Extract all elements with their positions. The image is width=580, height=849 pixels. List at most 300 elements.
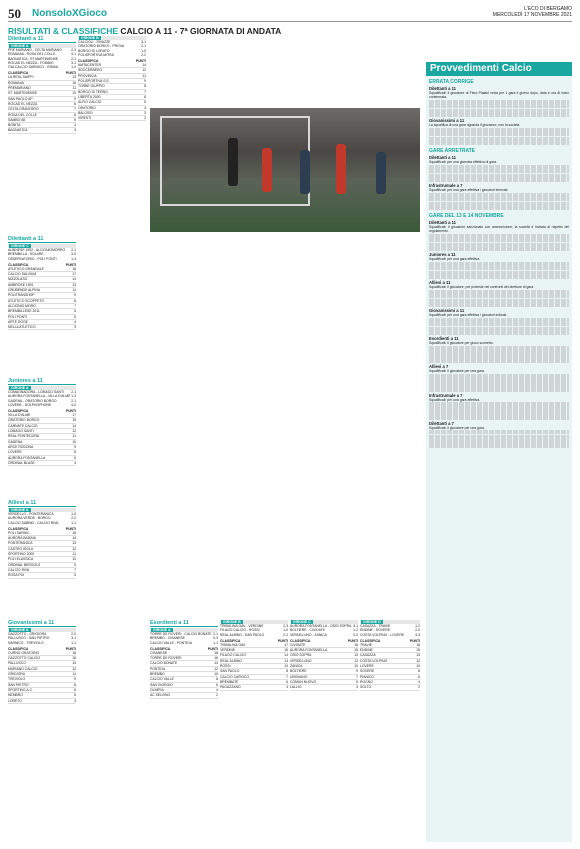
team-points: 5: [144, 100, 146, 105]
text-line-filler: [429, 193, 569, 197]
match-teams: CASAZZA - TRAVIE: [360, 624, 391, 628]
table-row: [8, 128, 76, 133]
text-line-filler: [429, 178, 569, 182]
team-points: 6: [216, 682, 218, 687]
team-name: SAN PIETRO: [8, 682, 29, 687]
team-points: 3: [74, 698, 76, 703]
group-name: GIRONE A: [11, 44, 29, 48]
sidebar-paragraph: Squalificati: il giocatore per gioco scorretto.: [429, 341, 494, 346]
team-name: SPORTING A.C.: [8, 687, 33, 692]
team-points: 4: [286, 685, 288, 690]
col-classifica: CLASSIFICA: [8, 526, 29, 531]
match-teams: ROMANIA - ROSA DEL COLLE: [8, 52, 56, 57]
col-classifica: CLASSIFICA: [290, 638, 311, 643]
col-classifica: CLASSIFICA: [360, 638, 381, 643]
team-points: 4: [74, 460, 76, 465]
sidebar-paragraph: Squalificati: il giocatore per una gara.: [429, 369, 485, 374]
team-name: ORATORIO BORGO: [8, 418, 40, 423]
team-points: 14: [72, 536, 76, 541]
text-line-filler: [429, 113, 569, 117]
team-name: POLI SARNIC: [8, 530, 30, 535]
match-score: 4-0: [71, 402, 76, 407]
text-line-filler: [429, 275, 569, 279]
page-number: 50: [8, 6, 21, 21]
match-score: 2-2: [283, 632, 288, 637]
team-name: GADENA: [8, 439, 23, 444]
team-name: AURORA FONTANELLA: [290, 648, 328, 653]
match-score: 3-1: [353, 624, 358, 628]
sidebar-paragraph: Squalificati: il giocatore per una gara.: [429, 425, 485, 430]
match-teams: BAGNATICA - ST.MARTINIENSE: [8, 56, 59, 61]
text-line-filler: [429, 322, 569, 326]
team-name: CIVIDATE: [290, 642, 306, 647]
team-points: 12: [72, 429, 76, 434]
result-line: [220, 633, 288, 637]
text-line-filler: [429, 350, 569, 354]
team-name: AMBROSE 1991: [8, 282, 34, 287]
match-teams: AURORA FONTANELLA - OSIO SOPRA: [290, 624, 352, 628]
col-punti: PUNTI: [409, 638, 420, 643]
match-score: 3-0: [71, 252, 76, 257]
team-points: 7: [144, 89, 146, 94]
player-figure: [262, 148, 272, 192]
text-line-filler: [429, 383, 569, 387]
table-row: [220, 685, 288, 690]
match-teams: GADENA - ORATORIO BORGO: [8, 398, 57, 403]
team-name: BOLTIERE: [290, 669, 307, 674]
team-name: BREMBO: [150, 672, 165, 677]
sidebar-subheading: Dilettanti a 11: [429, 220, 456, 226]
team-points: 16: [214, 656, 218, 661]
team-points: 4: [216, 687, 218, 692]
team-points: 18: [416, 642, 420, 647]
match-score: 1-0: [141, 48, 146, 53]
col-punti: PUNTI: [65, 409, 76, 414]
team-points: 10: [72, 557, 76, 562]
team-points: 12: [214, 666, 218, 671]
team-points: 14: [72, 423, 76, 428]
team-points: 11: [72, 86, 76, 91]
col-punti: PUNTI: [277, 638, 288, 643]
sidebar-paragraph: La squalifica di una gara riguarda il giocatore, non la società.: [429, 123, 521, 128]
team-name: CALCIO BONATE: [150, 661, 178, 666]
sidebar-section-heading: GARE ARRETRATE: [429, 148, 476, 155]
match-score: 1-1: [213, 640, 218, 645]
team-points: 18: [72, 650, 76, 655]
result-line: [8, 641, 76, 645]
team-name: ARCE RODONA: [8, 444, 34, 449]
match-teams: ROCAD EL NEZZA - FOMBIO: [8, 60, 54, 65]
block-title: Giovanissimi a 11: [8, 620, 76, 627]
match-teams: BREMBO - CISANESE: [150, 636, 185, 641]
match-score: 1-3: [71, 394, 76, 399]
team-points: 5: [74, 117, 76, 122]
team-points: 17: [72, 413, 76, 418]
match-teams: GAZZOTTO - GRIGIORA: [8, 632, 47, 636]
match-score: 2-1: [213, 632, 218, 636]
standings-block: [360, 620, 420, 691]
team-name: BREMBILLESE 2011: [8, 309, 40, 314]
col-classifica: CLASSIFICA: [8, 71, 29, 76]
block-title: Dilettanti a 11: [8, 36, 76, 43]
table-row: [8, 699, 76, 704]
match-score: 2-2: [71, 516, 76, 521]
table-row: [8, 325, 76, 330]
match-score: 2-1: [71, 56, 76, 61]
team-name: ORATORIO: [78, 105, 96, 110]
group-name: GIRONE C: [293, 620, 311, 624]
team-name: SAN GIORGIO: [150, 682, 173, 687]
team-points: 11: [72, 434, 76, 439]
team-points: 8: [74, 101, 76, 106]
table-row: [360, 685, 420, 690]
team-points: 13: [72, 541, 76, 546]
team-points: 15: [284, 648, 288, 653]
team-name: TRIBULINA GAV: [220, 642, 246, 647]
text-line-filler: [429, 202, 569, 206]
text-line-filler: [429, 137, 569, 141]
match-score: 2-0: [415, 628, 420, 633]
match-score: 2-1: [141, 44, 146, 49]
standings-block: [290, 620, 358, 691]
team-name: CALCIO VALLE: [150, 677, 174, 682]
standings-block: [8, 500, 76, 579]
team-name: CISANESE: [150, 650, 168, 655]
team-points: 12: [354, 658, 358, 663]
team-points: 5: [74, 573, 76, 578]
col-classifica: CLASSIFICA: [150, 646, 171, 651]
group-name: GIRONE A: [153, 628, 171, 632]
team-points: 4: [74, 123, 76, 128]
sidebar-subheading: Allievi a 11: [429, 280, 451, 286]
result-line: [78, 53, 146, 57]
match-teams: FILAGO CALCIO - ROSSI: [220, 628, 260, 633]
sidebar-provvedimenti: [426, 62, 572, 842]
team-name: ALCIONIO MORO: [8, 303, 36, 308]
text-line-filler: [429, 318, 569, 322]
team-name: NELLA ATLETICO: [8, 325, 36, 330]
team-name: LIBERTÀ 2000: [78, 94, 101, 99]
match-score: 1-1: [71, 520, 76, 525]
result-line: [8, 521, 76, 525]
col-classifica: CLASSIFICA: [8, 409, 29, 414]
team-points: 8: [74, 682, 76, 687]
col-punti: PUNTI: [65, 646, 76, 651]
team-points: 5: [74, 314, 76, 319]
team-points: 10: [72, 91, 76, 96]
match-score: 2-3: [71, 48, 76, 52]
team-points: 16: [354, 642, 358, 647]
team-name: ZANICA: [290, 664, 303, 669]
text-line-filler: [429, 359, 569, 363]
text-line-filler: [429, 378, 569, 382]
match-teams: ENDINE - SOVERE: [360, 628, 390, 633]
text-line-filler: [429, 206, 569, 210]
group-name: GIRONE A: [11, 386, 29, 390]
team-name: VERDELLINO: [290, 658, 312, 663]
text-line-filler: [429, 299, 569, 303]
team-points: 6: [74, 112, 76, 117]
group-name: GIRONE A: [11, 508, 29, 512]
match-teams: LOVERE - DOLPHOPHONE: [8, 402, 52, 407]
team-points: 9: [74, 96, 76, 101]
team-name: AC SELVINO: [150, 693, 171, 698]
col-classifica: CLASSIFICA: [220, 638, 241, 643]
team-points: 13: [416, 653, 420, 658]
team-name: ROMANIA: [8, 80, 24, 85]
team-name: CALCIO CARVICO: [220, 674, 249, 679]
text-line-filler: [429, 303, 569, 307]
sidebar-body: [426, 79, 572, 448]
sidebar-subheading: Esordienti a 11: [429, 336, 459, 342]
team-points: 6: [74, 309, 76, 314]
team-name: CALCIO SALVIUM: [8, 272, 37, 277]
match-teams: CALCIO VALLE - PONTIDA: [150, 640, 192, 645]
team-name: PIANICO: [360, 674, 374, 679]
team-name: PONTIDA: [150, 666, 166, 671]
team-name: POLI ELASSICA: [8, 557, 34, 562]
sidebar-subheading: Infrastrumale a 7: [429, 392, 463, 398]
sidebar-subheading: Dilettanti a 11: [429, 155, 456, 161]
sidebar-paragraph: Squalificati: il giocatore sanzionato con ammonizione; la società è invitata al rispetto del regolamento.: [429, 225, 569, 234]
team-name: GAZZOTTO CALCIO: [8, 656, 40, 661]
match-score: 2-2: [141, 52, 146, 57]
match-score: 3-1: [71, 636, 76, 641]
col-punti: PUNTI: [135, 59, 146, 64]
team-name: CASTRO ISOLA: [8, 546, 34, 551]
team-points: 13: [354, 653, 358, 658]
result-line: [150, 641, 218, 645]
paper-date: MERCOLEDÌ 17 NOVEMBRE 2021: [492, 12, 572, 18]
team-name: LOVERE: [360, 664, 374, 669]
text-line-filler: [429, 174, 569, 178]
match-teams: CALCIOLI - RIVAZZE: [78, 40, 111, 44]
text-line-filler: [429, 238, 569, 242]
match-photo: [150, 108, 420, 232]
team-points: 11: [72, 552, 76, 557]
sidebar-section-heading: ERRATA CORRIGE: [429, 79, 474, 85]
team-name: CASAZZA: [360, 653, 376, 658]
team-points: 12: [416, 658, 420, 663]
match-score: 1-4: [71, 256, 76, 261]
page-headline: [8, 26, 420, 36]
team-points: 11: [72, 288, 76, 293]
text-line-filler: [429, 411, 569, 415]
standings-block: [8, 620, 76, 704]
sidebar-subheading: Giovanissimi a 11: [429, 118, 465, 124]
team-name: AURORA BADINA: [8, 536, 36, 541]
section-title: NonsoloXGioco: [32, 8, 107, 19]
team-name: CELTA GRAVEGRO: [8, 107, 39, 112]
team-name: SOCCERBERG: [78, 68, 103, 73]
text-line-filler: [429, 128, 569, 132]
text-line-filler: [429, 234, 569, 238]
team-name: LALLIO: [290, 685, 302, 690]
standings-block: [8, 236, 76, 330]
table-row: [78, 116, 146, 121]
masthead: [8, 6, 572, 22]
team-name: ATLETICO GRANDALE: [8, 266, 44, 271]
standings-block: [78, 36, 146, 121]
team-name: PROVINCIA: [78, 73, 97, 78]
team-name: GRUBENDE ALPINA: [8, 288, 41, 293]
team-name: SAN PAOLO: [220, 669, 240, 674]
text-line-filler: [429, 402, 569, 406]
match-teams: ALBINESE 1992 - ALCIONIOMORRO: [8, 248, 66, 252]
sidebar-paragraph: Squalificati: per una gara effettiva i giocatori elencati.: [429, 188, 509, 193]
team-name: ROSA PIÙ: [8, 573, 25, 578]
team-points: 3: [74, 128, 76, 133]
text-line-filler: [429, 165, 569, 169]
team-name: CURNO ORATORIO: [8, 650, 40, 655]
team-points: 9: [144, 79, 146, 84]
team-name: ROSSI: [220, 664, 231, 669]
team-points: 18: [72, 266, 76, 271]
team-points: 3: [356, 685, 358, 690]
text-line-filler: [429, 355, 569, 359]
team-points: 10: [72, 439, 76, 444]
text-line-filler: [429, 141, 569, 145]
team-name: COSTA VOLPINO: [360, 658, 388, 663]
team-name: LOVERE: [8, 450, 22, 455]
team-points: 7: [74, 567, 76, 572]
team-name: AMTACENTER: [78, 63, 102, 68]
team-points: 2: [418, 685, 420, 690]
team-points: 5: [356, 679, 358, 684]
group-name: GIRONE D: [363, 620, 381, 624]
group-name: GIRONE C: [11, 244, 29, 248]
match-score: 1-2: [415, 624, 420, 628]
team-name: POLITRANSHOP: [8, 293, 35, 298]
team-points: 8: [286, 669, 288, 674]
match-teams: PRE MARIANO - CELTA MARIANO: [8, 48, 62, 52]
team-name: PAGAZZANO: [220, 685, 241, 690]
team-name: ENDINE: [360, 648, 373, 653]
team-name: CALCIO RIVA: [8, 567, 30, 572]
match-score: 0-3: [213, 636, 218, 641]
sidebar-paragraph: Squalificati: per una gara effettiva.: [429, 397, 481, 402]
team-points: 8: [144, 84, 146, 89]
match-teams: CALCIO SABBIO - CALCIO RIVA: [8, 520, 59, 525]
match-teams: COMAGNADORA - LOMAGO SANTI: [8, 390, 64, 394]
match-score: 1-0: [71, 65, 76, 70]
team-name: VERDINE: [220, 648, 236, 653]
team-name: ROSA DEL COLLE: [8, 112, 37, 117]
group-name: GIRONE B: [81, 36, 99, 40]
team-name: BREMBATE: [220, 679, 239, 684]
team-points: 8: [74, 450, 76, 455]
team-name: BALOSSI: [78, 110, 93, 115]
match-score: 2-1: [71, 248, 76, 252]
team-name: ATLETICO SCOPPETO: [8, 298, 45, 303]
team-name: VIRESTI: [78, 116, 92, 121]
sidebar-paragraph: Squalificati: per una gara effettiva i giocatori indicati.: [429, 313, 508, 318]
team-name: SOLTO: [360, 685, 372, 690]
team-name: BONITA: [8, 123, 21, 128]
team-points: 5: [74, 693, 76, 698]
team-points: 11: [72, 672, 76, 677]
player-figure: [376, 152, 386, 194]
team-points: 2: [216, 693, 218, 698]
match-score: 3-3: [415, 632, 420, 637]
text-line-filler: [429, 100, 569, 104]
text-line-filler: [429, 197, 569, 201]
team-name: NIZZOLASO: [8, 277, 28, 282]
match-score: 3-1: [141, 40, 146, 44]
team-points: 15: [416, 648, 420, 653]
team-points: 12: [142, 68, 146, 73]
team-name: LA RESL SAIPPI: [8, 75, 34, 80]
team-name: OSIO SOPRA: [290, 653, 312, 658]
match-score: 2-0: [71, 632, 76, 636]
text-line-filler: [429, 435, 569, 439]
team-name: BAGNATICA: [8, 128, 28, 133]
team-points: 7: [356, 674, 358, 679]
col-punti: PUNTI: [65, 526, 76, 531]
table-row: [8, 461, 76, 466]
text-line-filler: [429, 387, 569, 391]
table-row: [150, 693, 218, 698]
team-name: ROGNO: [360, 679, 373, 684]
team-name: ORDINAL BLASE: [8, 460, 35, 465]
player-figure: [228, 138, 238, 186]
paper-name: L'ECO DI BERGAMO: [524, 6, 572, 12]
team-points: 13: [72, 75, 76, 80]
text-line-filler: [429, 262, 569, 266]
text-line-filler: [429, 294, 569, 298]
text-line-filler: [429, 247, 569, 251]
match-teams: SARNICO - TREVIOLO: [8, 640, 44, 645]
team-points: 9: [356, 669, 358, 674]
team-name: REAL PONTEDORA: [8, 434, 40, 439]
sidebar-subheading: Juniores a 11: [429, 252, 456, 258]
match-score: 1-0: [283, 628, 288, 633]
team-name: VILLA D'ALMÈ: [8, 413, 31, 418]
text-line-filler: [429, 266, 569, 270]
match-score: 0-0: [353, 632, 358, 637]
team-points: 2: [144, 116, 146, 121]
match-teams: VERDELLINO - ZANICA: [290, 632, 327, 637]
team-name: NEMBRO: [8, 693, 23, 698]
team-name: TORRE DE ROVERI: [150, 656, 182, 661]
col-punti: PUNTI: [65, 262, 76, 267]
sidebar-paragraph: Squalificati: il giocatore di Fiera Platani resta per 1 gara il giorno dopo, data e ora di inizio confermata.: [429, 91, 569, 100]
match-teams: AURORA FONTANELLA - VILLA D'ALMÈ: [8, 394, 71, 399]
result-line: [8, 257, 76, 261]
team-name: FILAGO CALCIO: [220, 653, 247, 658]
match-teams: PALLUSCO - SAN PIETRO: [8, 636, 50, 641]
team-name: SPORTING 2000: [8, 552, 35, 557]
team-points: 16: [72, 80, 76, 85]
standings-block: [8, 36, 76, 134]
team-name: POLISPORTIVA S.E.: [78, 79, 110, 84]
match-teams: BREMBILLA - SOLARE: [8, 252, 44, 257]
team-points: 14: [72, 277, 76, 282]
sidebar-section-heading: GARE DEL 13 E 14 NOVEMBRE: [429, 213, 504, 220]
team-points: 17: [284, 642, 288, 647]
match-teams: AURORA VERDE - BORGO: [8, 516, 51, 521]
team-name: PREMARIANO: [8, 86, 31, 91]
table-row: [290, 685, 358, 690]
team-name: URGNANO: [290, 674, 308, 679]
match-score: 2-3: [283, 624, 288, 628]
text-line-filler: [429, 327, 569, 331]
match-score: 1-2: [353, 628, 358, 633]
text-line-filler: [429, 415, 569, 419]
text-line-filler: [429, 109, 569, 113]
result-line: [8, 403, 76, 407]
team-points: 6: [74, 687, 76, 692]
